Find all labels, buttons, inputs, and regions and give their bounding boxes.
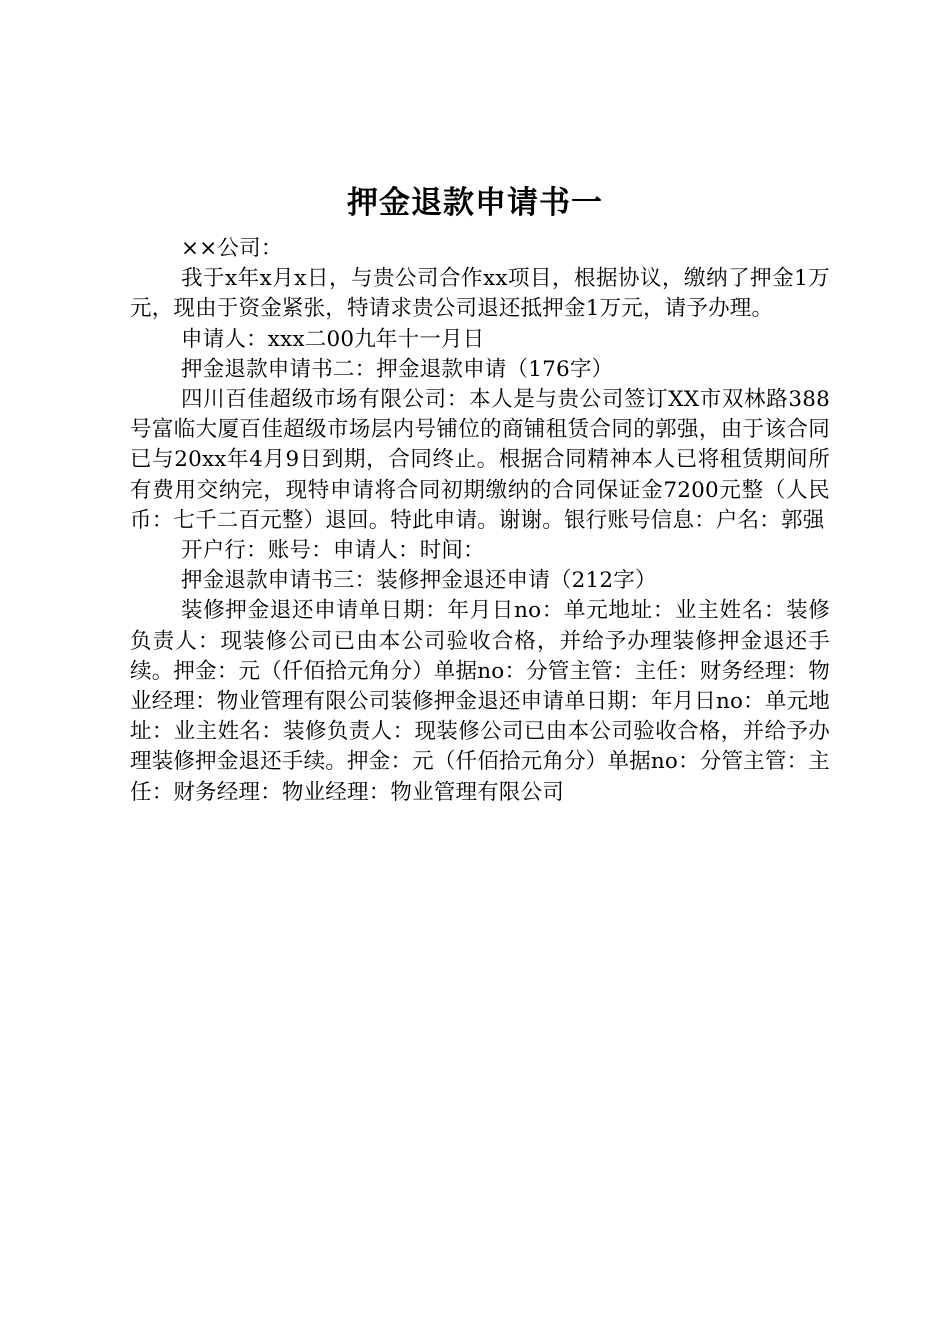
- renovation-refund-paragraph: 装修押金退还申请单日期：年月日no：单元地址：业主姓名：装修负责人：现装修公司已由本公司验收合格，并给予办理装修押金退还手续。押金：元（仟佰拾元角分）单据no：分管主管：主任：财务经理：物业经理：物业管理有限公司装修押金退还申请单日期：年月日no：单元地址：业主姓名：装修负责人：现装修公司已由本公司验收合格，并给予办理装修押金退还手续。押金：元（仟佰拾元角分）单据no：分管主管：主任：财务经理：物业经理：物业管理有限公司: [130, 598, 830, 805]
- document-title: 押金退款申请书一: [347, 185, 603, 221]
- applicant-line: 申请人：xxx二00九年十一月日: [181, 326, 485, 352]
- section-heading-three: 押金退款申请书三：装修押金退还申请（212字）: [181, 568, 657, 594]
- bank-info-line: 开户行：账号：申请人：时间：: [181, 538, 485, 564]
- section-heading-two: 押金退款申请书二：押金退款申请（176字）: [181, 356, 614, 382]
- document-body: [130, 234, 830, 808]
- salutation-paragraph: ××公司：: [181, 236, 283, 261]
- lease-refund-paragraph: 四川百佳超级市场有限公司：本人是与贵公司签订XX市双林路388号富临大厦百佳超级市场层内号铺位的商铺租赁合同的郭强，由于该合同已与20xx年4月9日到期，合同终止。根据合同精神本人已将租赁期间所有费用交纳完，现特申请将合同初期缴纳的合同保证金7200元整（人民币：七千二百元整）退回。特此申请。谢谢。银行账号信息：户名：郭强: [130, 387, 830, 533]
- request-paragraph: 我于x年x月x日，与贵公司合作xx项目，根据协议，缴纳了押金1万元，现由于资金紧张，特请求贵公司退还抵押金1万元，请予办理。: [130, 266, 830, 322]
